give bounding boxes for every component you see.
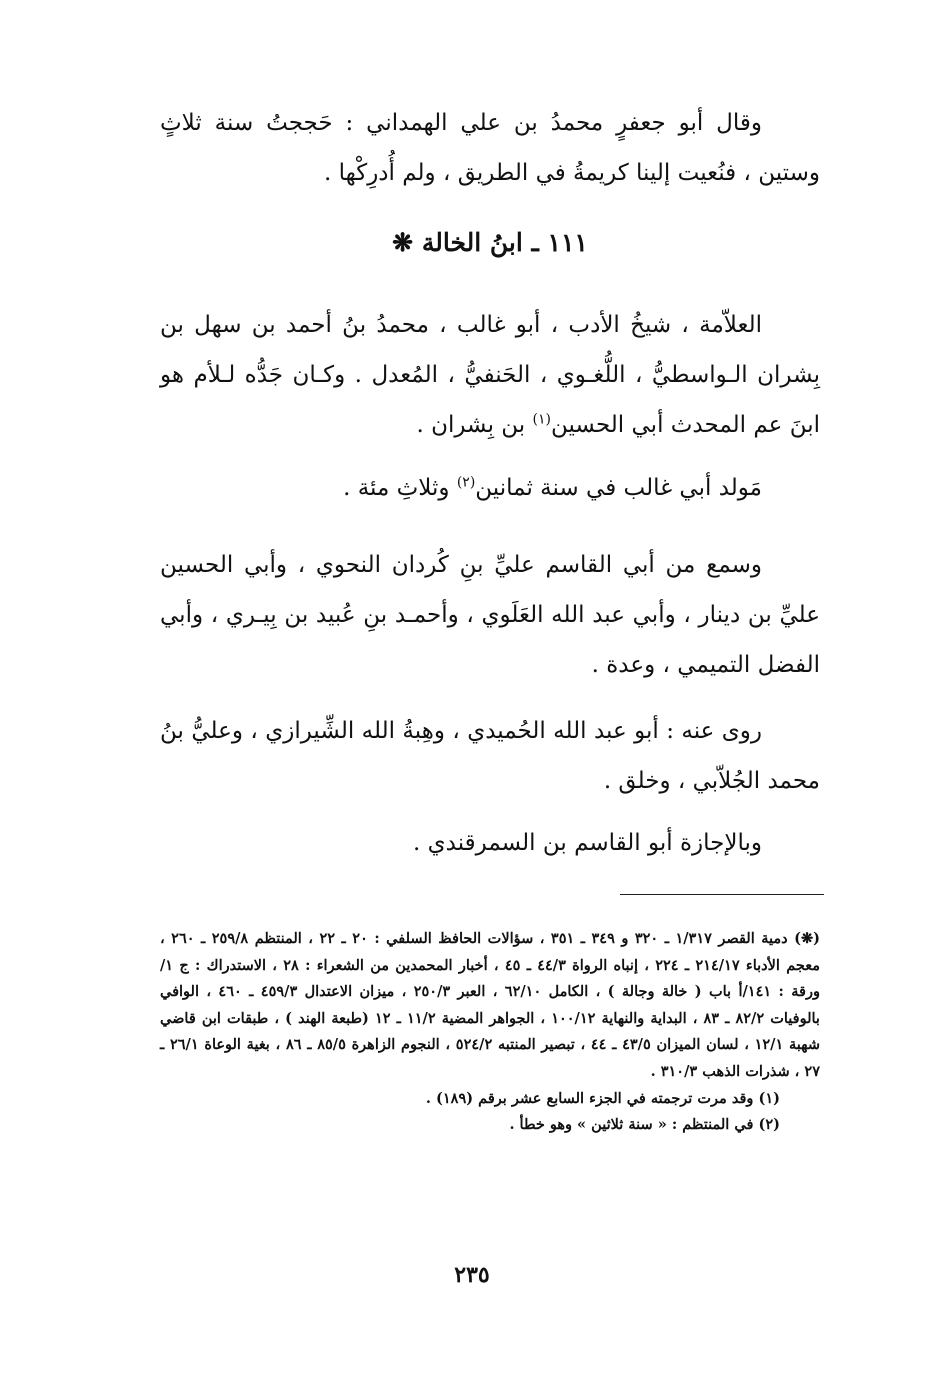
footnote-1: (١) وقد مرت ترجمته في الجزء السابع عشر برقم (١٨٩) . [425,1089,780,1107]
intro-paragraph: وقال أبو جعفرٍ محمدُ بن علي الهمداني : حَججتُ سنة ثلاثٍ وستين ، فنُعيت إلينا كريمةُ في الطريق ، ولم أُدرِكْها . [160,110,820,186]
footnote-divider [620,894,824,895]
footnote-2: (٢) في المنتظم : « سنة ثلاثين » وهو خطأ . [509,1116,780,1134]
bio-paragraph-lineage [160,300,820,450]
bio-paragraph-ijaza: وبالإجازة أبو القاسم بن السمرقندي . [413,830,762,856]
birth-end: وثلاثِ مئة . [343,475,457,501]
footnote-marker-1: (١) [532,411,551,428]
footnote-sources: (❋) دمية القصر ١/٣١٧ ـ ٣٢٠ و ٣٤٩ ـ ٣٥١ ، سؤالات الحافظ السلفي : ٢٠ ـ ٢٢ ، المنتظم ٢٥٩/٨ ـ ٢٦٠ ، معجم الأدباء ٢١٤/١٧ ـ ٢٢٤ ، إنباه الرواة ٤٤/٣ ـ ٤٥ ، أخبار المحمدين من الشعراء : ٢٨ ، الاستدراك : ج ١/ورقة : ١٤١/أ باب ( خالة وجالة ) ، الكامل ٦٢/١٠ ، العبر ٢٥٠/٣ ، ميزان الاعتدال ٤٥٩/٣ ـ ٤٦٠ ، الوافي بالوفيات ٨٢/٢ ـ ٨٣ ، البداية والنهاية ١٠٠/١٢ ، الجواهر المضية ١١/٢ ـ ١٢ (طبعة الهند ) ، طبقات ابن قاضي شهبة ١٢/١ ، لسان الميزان ٤٣/٥ ـ ٤٤ ، تبصير المنتبه ٥٢٤/٢ ، النجوم الزاهرة ٨٥/٥ ـ ٨٦ ، بغية الوعاة ٢٦/١ ـ ٢٧ ، شذرات الذهب ٣١٠/٣ . [160,930,820,1080]
page-number: ٢٣٥ [454,1262,490,1288]
lineage-end: بن بِشران . [416,412,533,438]
bio-paragraph-teachers: وسمع من أبي القاسم عليِّ بنِ كُردان النحوي ، وأبي الحسين عليِّ بن دينار ، وأبي عبد الله العَلَوي ، وأحمـد بنِ عُبيد بن بِيـري ، وأبي الفضل التميمي ، وعدة . [160,552,820,678]
entry-heading: ١١١ ـ ابنُ الخالة ❋ [392,228,588,257]
bio-paragraph-birth [160,463,820,513]
footnotes-section [160,926,820,1139]
lineage-text: العلاّمة ، شيخُ الأدب ، أبو غالب ، محمدُ بنُ أحمد بن سهل بن بِشران الـواسطيُّ ، اللُّغـوي ، الحَنفيُّ ، المُعدل . وكـان جَدُّه لـلأم هو ابنَ عم المحدث أبي الحسين [160,312,820,438]
bio-paragraph-students: روى عنه : أبو عبد الله الحُميدي ، وهِبةُ الله الشِّيرازي ، وعليُّ بنُ محمد الجُلاّبي ، وخلق . [160,718,820,794]
footnote-marker-2: (٢) [456,474,476,491]
birth-text: مَولد أبي غالب في سنة ثمانين [475,475,762,501]
